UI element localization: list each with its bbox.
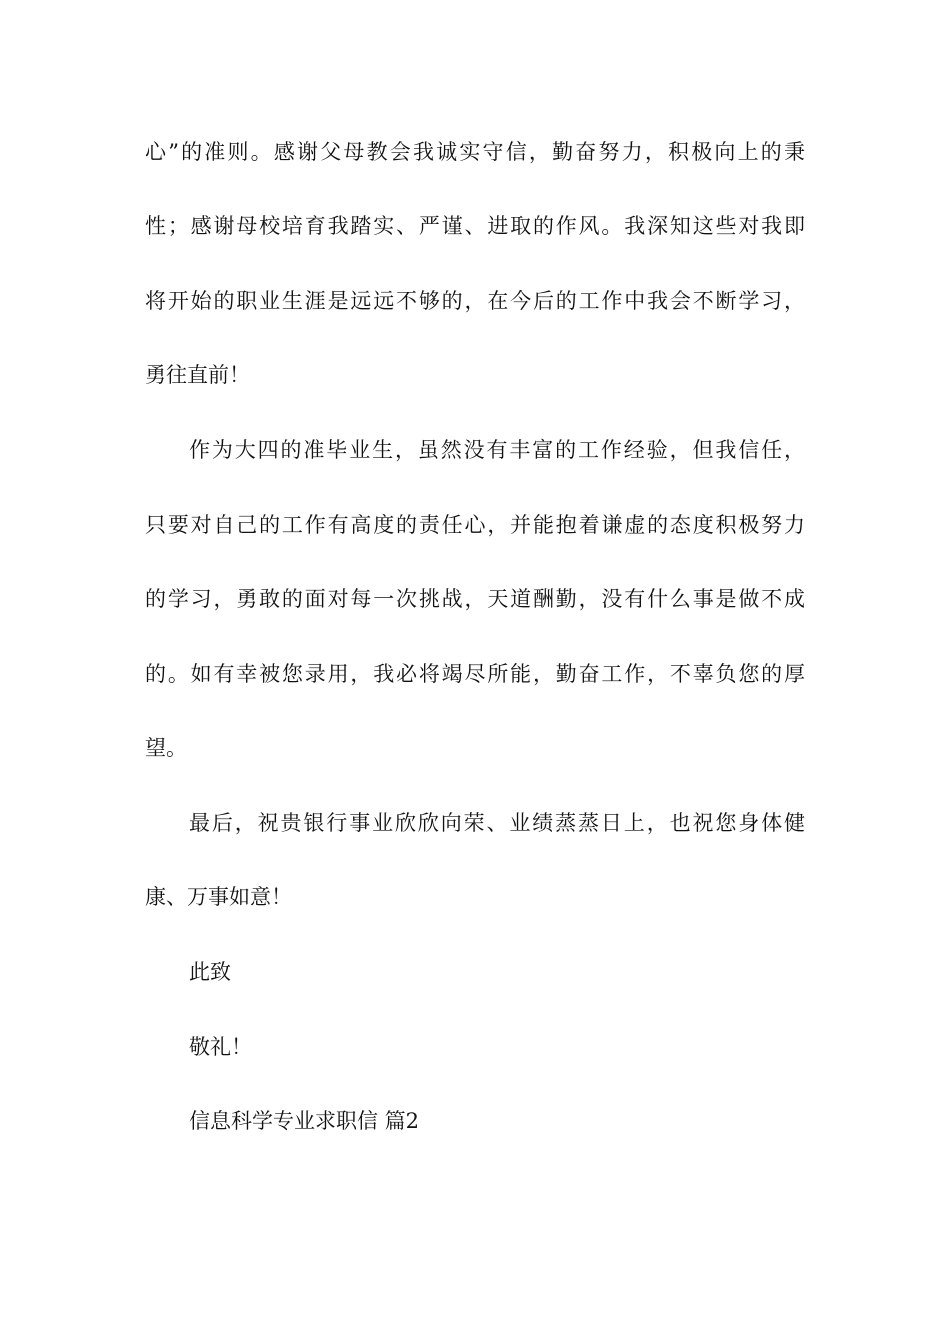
body-text-line: 勇往直前！ [145, 363, 250, 387]
body-text-line: 的学习，勇敢的面对每一次挑战，天道酬勤，没有什么事是做不成 [145, 587, 805, 611]
body-text-line: 望。 [145, 736, 187, 760]
body-text-line: 将开始的职业生涯是远远不够的，在今后的工作中我会不断学习， [145, 289, 805, 313]
body-text-line: 的。如有幸被您录用，我必将竭尽所能，勤奋工作，不辜负您的厚 [145, 662, 805, 686]
body-text-line: 只要对自己的工作有高度的责任心，并能抱着谦虚的态度积极努力 [145, 513, 805, 537]
body-text-line: 心”的准则。感谢父母教会我诚实守信，勤奋努力，积极向上的秉 [145, 140, 805, 164]
paragraph-first-line: 作为大四的准毕业生，虽然没有丰富的工作经验，但我信任， [189, 438, 805, 462]
section-heading: 信息科学专业求职信 篇2 [189, 1109, 420, 1133]
paragraph-first-line: 最后，祝贵银行事业欣欣向荣、业绩蒸蒸日上，也祝您身体健 [189, 811, 805, 835]
closing-regards: 敬礼！ [189, 1035, 252, 1059]
body-text-line: 康、万事如意！ [145, 885, 292, 909]
closing-salutation: 此致 [189, 960, 231, 984]
body-text-line: 性；感谢母校培育我踏实、严谨、进取的作风。我深知这些对我即 [145, 214, 805, 238]
